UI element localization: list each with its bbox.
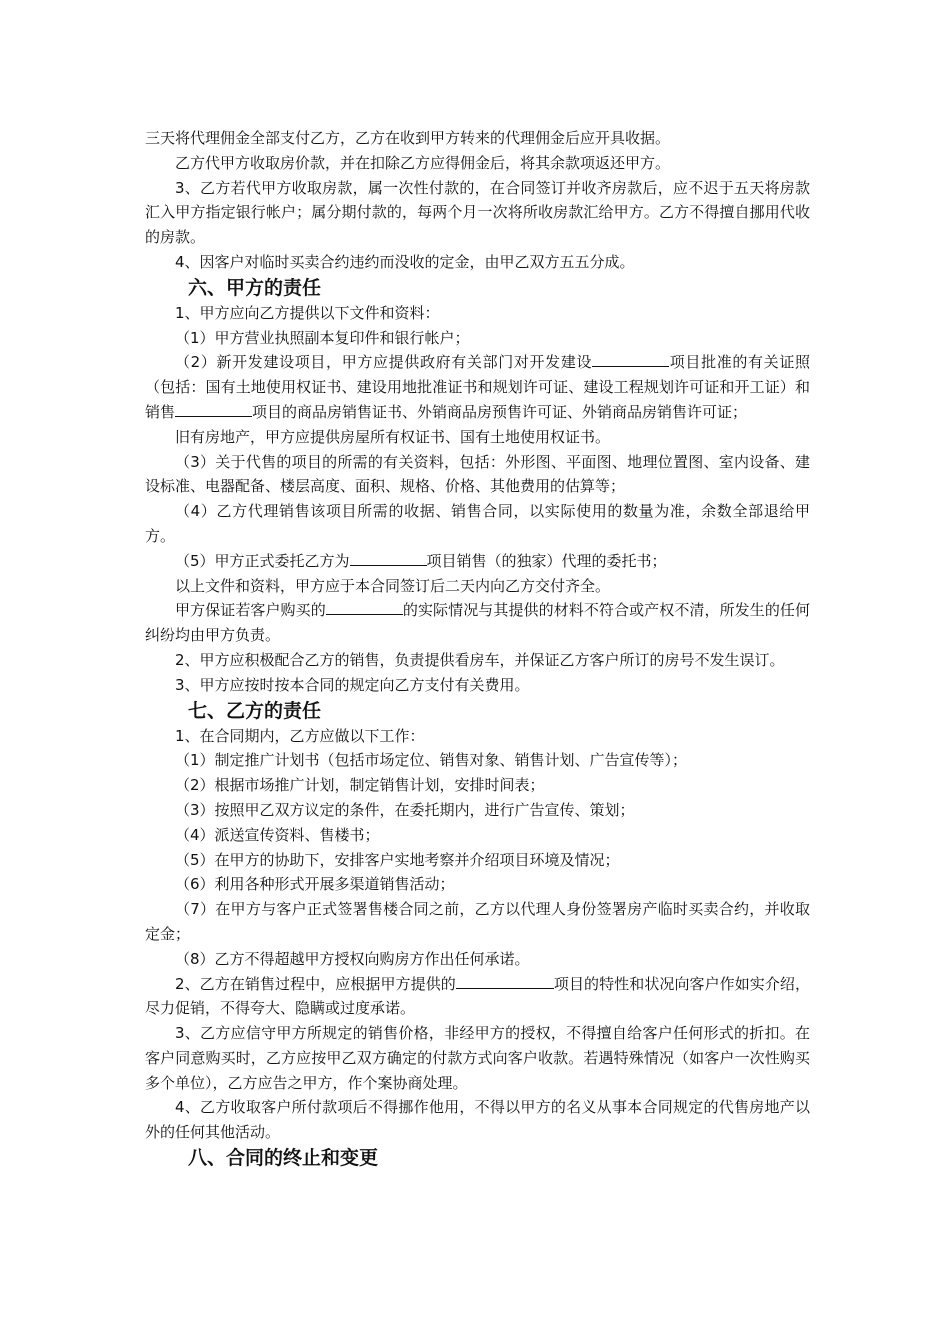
paragraph: （4）派送宣传资料、售楼书；: [175, 825, 380, 844]
paragraph: 三天将代理佣金全部支付乙方，乙方在收到甲方转来的代理佣金后应开具收据。: [145, 129, 671, 147]
paragraph: 2、甲方应积极配合乙方的销售，负责提供看房车，并保证乙方客户所订的房号不发生误订。: [175, 650, 785, 669]
text-span: （2）新开发建设项目，甲方应提供政府有关部门对开发建设: [175, 353, 593, 372]
text-span: 项目的商品房销售证书、外销商品房预售许可证、外销商品房销售许可证；: [252, 402, 748, 421]
fill-in-blank: [456, 974, 554, 989]
document-body: [145, 126, 810, 1171]
paragraph: [145, 598, 810, 648]
paragraph: 3、乙方若代甲方收取房款，属一次性付款的，在合同签订并收齐房款后，应不迟于五天将房款汇入甲方指定银行帐户；属分期付款的，每两个月一次将所收房款汇给甲方。乙方不得擅自挪用代收的房款。: [145, 178, 810, 247]
text-span: 甲方保证若客户购买的: [175, 601, 326, 620]
text-span: 的实际情况与其提供的材料不符合或产权不清，所发生的任何纠纷均由甲方负责。: [145, 601, 810, 645]
paragraph: 3、乙方应信守甲方所规定的销售价格，非经甲方的授权，不得擅自给客户任何形式的折扣。在客户同意购买时，乙方应按甲乙双方确定的付款方式向客户收款。若遇特殊情况（如客户一次性购买多个单位），乙方应告之甲方，作个案协商处理。: [145, 1024, 810, 1092]
section-heading-6: 六、甲方的责任: [188, 276, 322, 299]
paragraph: （3）按照甲乙双方议定的条件，在委托期内，进行广告宣传、策划；: [175, 800, 635, 819]
paragraph: [145, 350, 810, 424]
fill-in-blank: [350, 551, 427, 566]
paragraph: [145, 972, 810, 1022]
text-span: 项目销售（的独家）代理的委托书；: [426, 551, 667, 570]
paragraph: 1、在合同期内，乙方应做以下工作：: [175, 726, 425, 745]
paragraph: （2）根据市场推广计划，制定销售计划，安排时间表；: [175, 776, 545, 795]
paragraph: 旧有房地产，甲方应提供房屋所有权证书、国有土地使用权证书。: [175, 427, 611, 446]
paragraph: [145, 549, 810, 574]
section-heading-7: 七、乙方的责任: [188, 699, 322, 722]
text-span: 2、乙方在销售过程中，应根据甲方提供的: [175, 974, 456, 993]
paragraph: （4）乙方代理销售该项目所需的收据、销售合同，以实际使用的数量为准，余数全部退给甲方。: [145, 502, 810, 545]
text-span: 项目的特性和状况向客户作如实介绍，尽力促销，不得夸大、隐瞒或过度承诺。: [145, 974, 810, 1018]
paragraph: 4、因客户对临时买卖合约违约而没收的定金，由甲乙双方五五分成。: [175, 252, 635, 271]
paragraph: 以上文件和资料，甲方应于本合同签订后二天内向乙方交付齐全。: [175, 576, 611, 595]
paragraph: 1、甲方应向乙方提供以下文件和资料：: [175, 303, 440, 322]
fill-in-blank: [592, 352, 669, 367]
paragraph: （1）甲方营业执照副本复印件和银行帐户；: [175, 328, 470, 347]
paragraph: 乙方代甲方收取房价款，并在扣除乙方应得佣金后，将其余款项返还甲方。: [175, 153, 671, 172]
fill-in-blank: [326, 600, 403, 615]
paragraph: （5）在甲方的协助下，安排客户实地考察并介绍项目环境及情况；: [175, 850, 620, 869]
fill-in-blank: [175, 402, 252, 417]
paragraph: 3、甲方应按时按本合同的规定向乙方支付有关费用。: [175, 675, 530, 694]
paragraph: （3）关于代售的项目的所需的有关资料，包括：外形图、平面图、地理位置图、室内设备、建设标准、电器配备、楼层高度、面积、规格、价格、其他费用的估算等；: [145, 452, 810, 496]
paragraph: （8）乙方不得超越甲方授权向购房方作出任何承诺。: [175, 949, 530, 968]
paragraph: （1）制定推广计划书（包括市场定位、销售对象、销售计划、广告宣传等）；: [175, 751, 688, 770]
paragraph: 4、乙方收取客户所付款项后不得挪作他用，不得以甲方的名义从事本合同规定的代售房地产以外的任何其他活动。: [145, 1098, 810, 1142]
paragraph: （6）利用各种形式开展多渠道销售活动；: [175, 875, 455, 894]
text-span: 项目批准的有关证照（包括：国有土地使用权证书、建设用地批准证书和规划许可证、建设工程规划许可证和开工证）和销售: [145, 353, 810, 421]
text-span: （5）甲方正式委托乙方为: [175, 551, 350, 570]
paragraph: （7）在甲方与客户正式签署售楼合同之前，乙方以代理人身份签署房产临时买卖合约，并收取定金；: [145, 900, 810, 943]
section-heading-8: 八、合同的终止和变更: [188, 1147, 379, 1170]
